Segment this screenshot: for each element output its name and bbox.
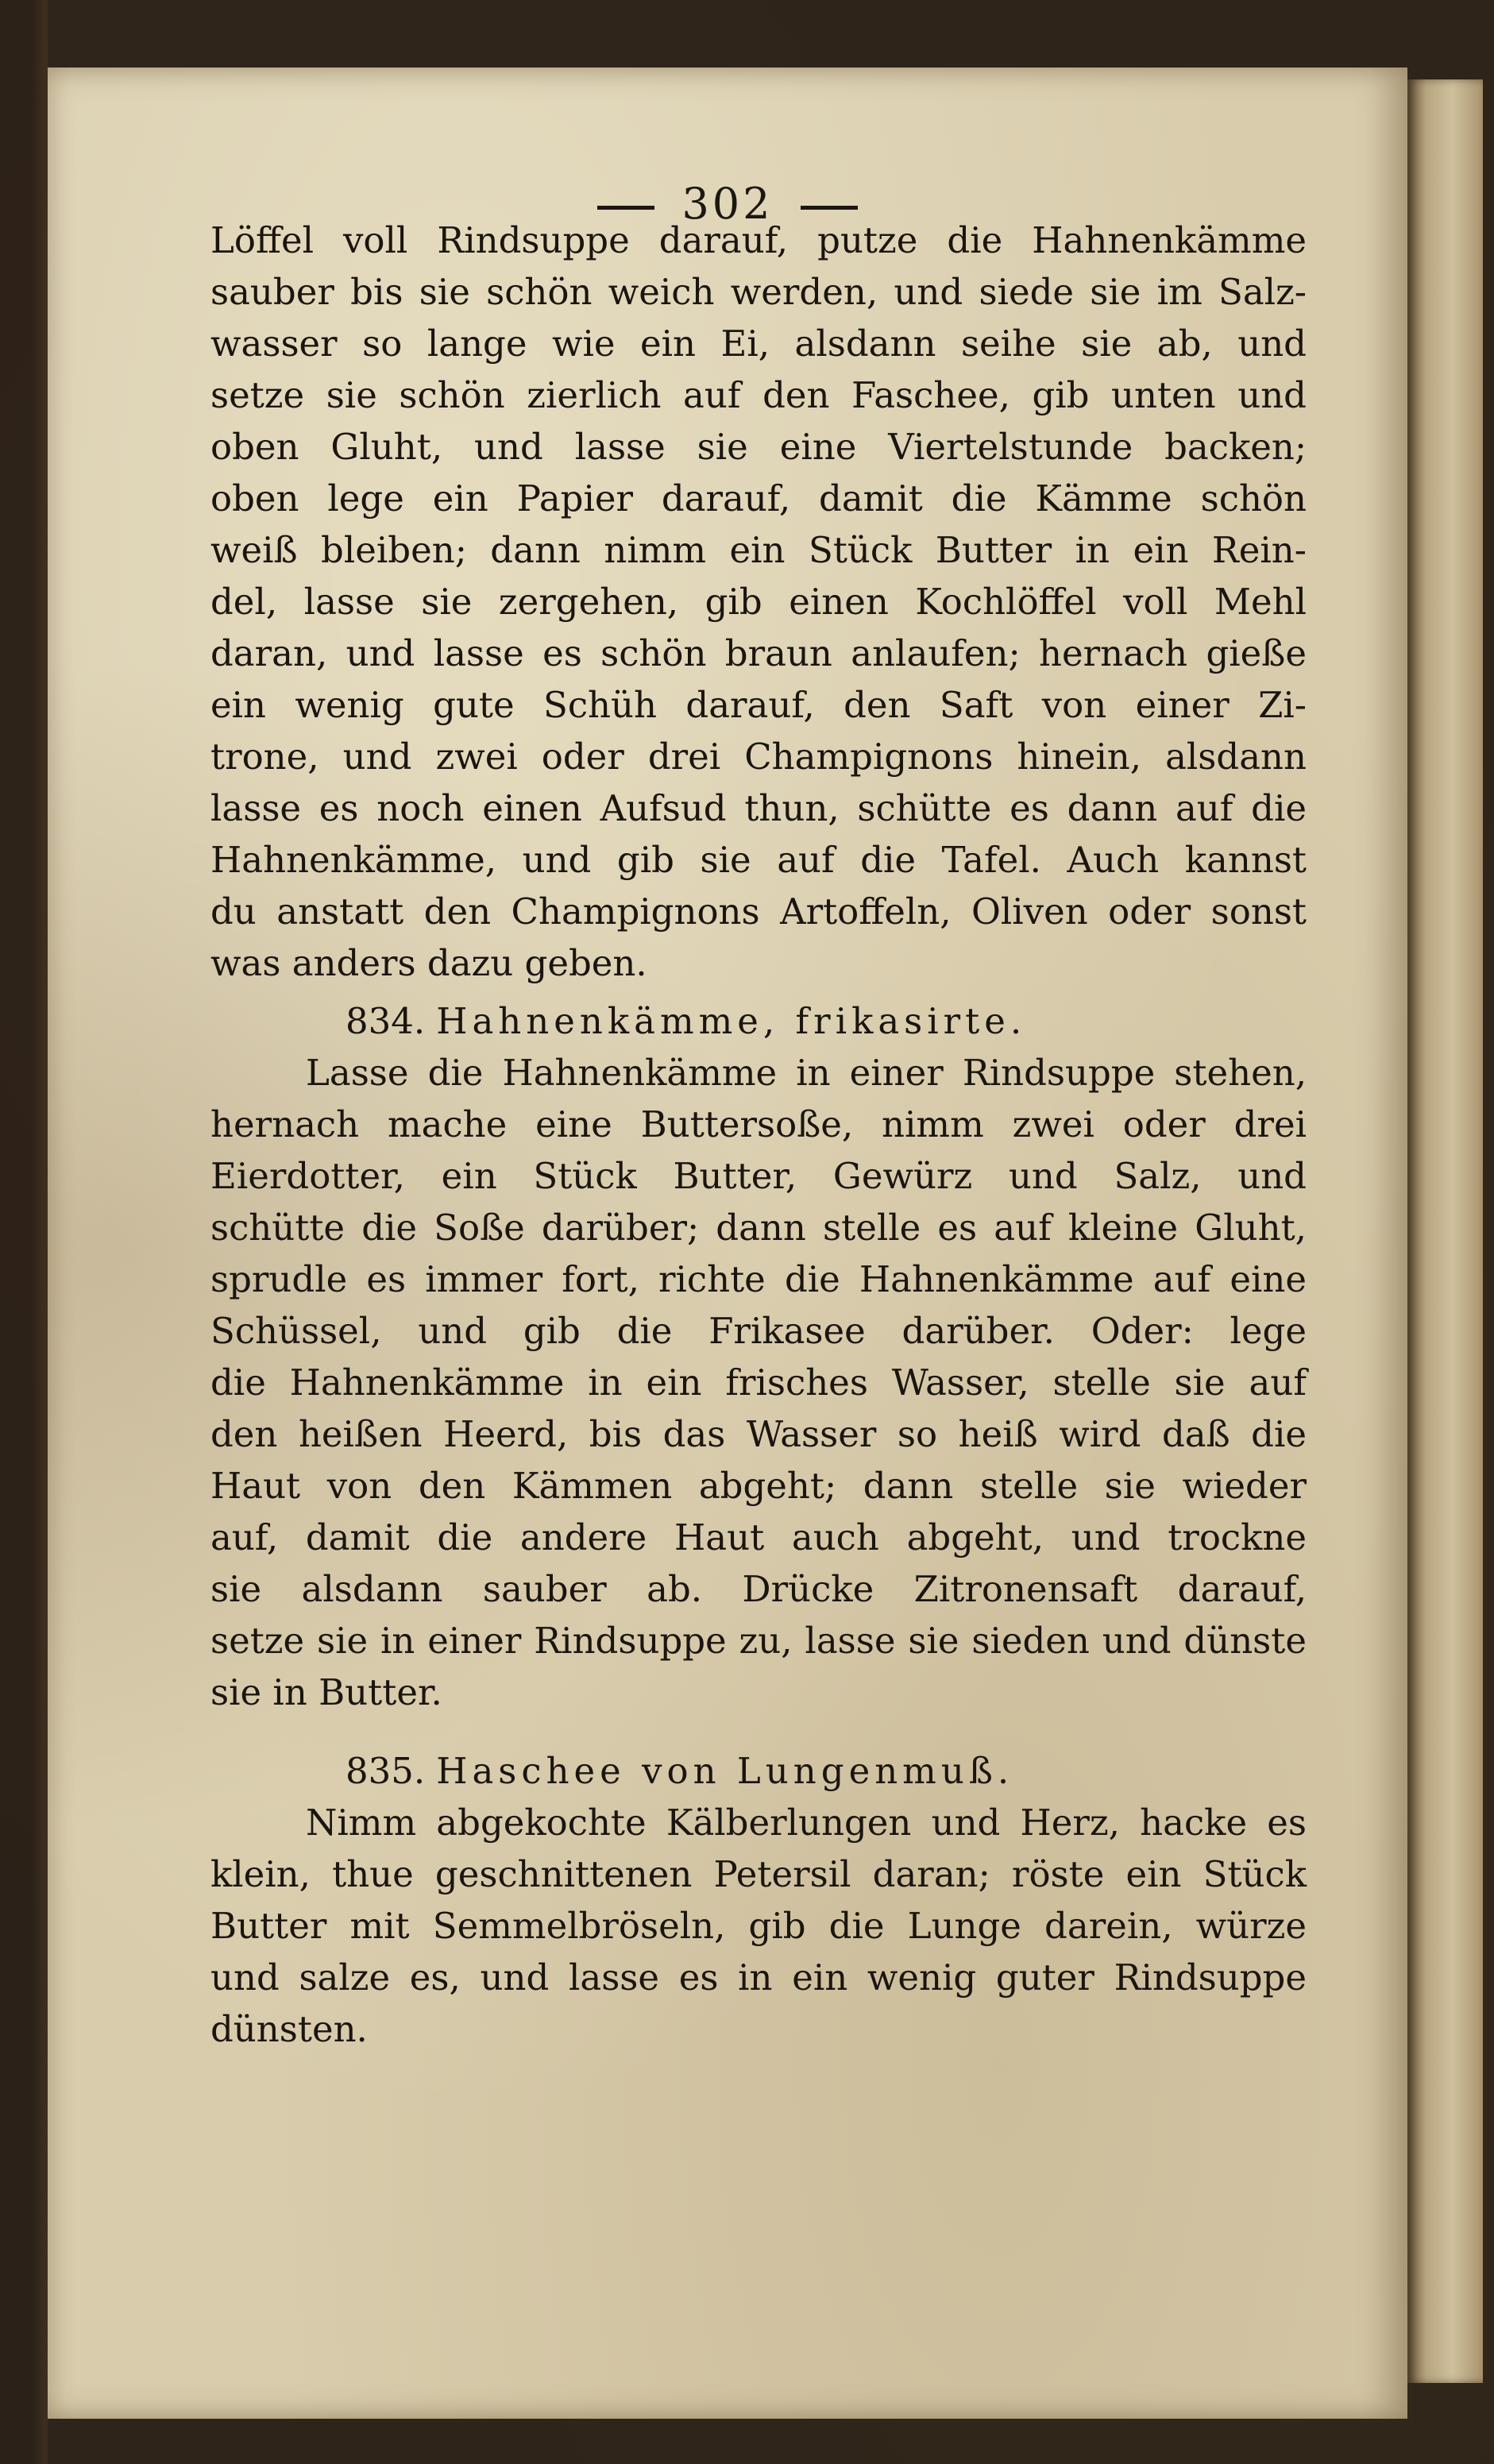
text-line: hernach mache eine Buttersoße, nimm zwei oder drei	[210, 1103, 1307, 1145]
text-line: auf, damit die andere Haut auch abgeht, und trockne	[210, 1516, 1307, 1558]
text-line: Lasse die Hahnenkämme in einer Rindsuppe stehen,	[306, 1052, 1307, 1094]
text-line: Butter mit Semmelbröseln, gib die Lunge darein, würze	[210, 1905, 1307, 1947]
page-number: 302	[681, 179, 774, 229]
recipe-heading	[210, 1745, 1307, 1797]
text-line: sie in Butter.	[210, 1671, 442, 1713]
text-line: setze sie in einer Rindsuppe zu, lasse sie sieden und dünste	[210, 1620, 1307, 1662]
recipe-number: 834.	[346, 1000, 426, 1042]
text-line: den heißen Heerd, bis das Wasser so heiß wird daß die	[210, 1413, 1307, 1455]
text-line: du anstatt den Champignons Artoffeln, Oliven oder sonst	[210, 890, 1307, 933]
book-spine	[1407, 79, 1483, 2383]
text-line: daran, und lasse es schön braun anlaufen; hernach gieße	[210, 632, 1307, 674]
text-line: Eierdotter, ein Stück Butter, Gewürz und Salz, und	[210, 1155, 1307, 1197]
recipe-title: Hahnenkämme, frikasirte.	[436, 1000, 1027, 1042]
section-gap	[210, 1718, 1307, 1739]
text-line: klein, thue geschnittenen Petersil daran; röste ein Stück	[210, 1853, 1307, 1895]
text-line: Hahnenkämme, und gib sie auf die Tafel. Auch kannst	[210, 839, 1307, 881]
text-line: die Hahnenkämme in ein frisches Wasser, stelle sie auf	[210, 1361, 1307, 1404]
text-line: sauber bis sie schön weich werden, und siede sie im Salz-	[210, 271, 1307, 313]
recipe-number: 835.	[346, 1750, 426, 1792]
text-line: setze sie schön zierlich auf den Faschee, gib unten und	[210, 374, 1307, 416]
text-line: Schüssel, und gib die Frikasee darüber. Oder: lege	[210, 1310, 1307, 1352]
text-line: wasser so lange wie ein Ei, alsdann seihe sie ab, und	[210, 322, 1307, 365]
text-line: lasse es noch einen Aufsud thun, schütte es dann auf die	[210, 787, 1307, 829]
text-line: Haut von den Kämmen abgeht; dann stelle sie wieder	[210, 1465, 1307, 1507]
text-line: sie alsdann sauber ab. Drücke Zitronensaft darauf,	[210, 1568, 1307, 1610]
header-dash-right	[801, 206, 858, 210]
text-line: sprudle es immer fort, richte die Hahnenkämme auf eine	[210, 1258, 1307, 1300]
recipe-834	[210, 995, 1307, 1718]
text-line: del, lasse sie zergehen, gib einen Kochlöffel voll Mehl	[210, 581, 1307, 623]
text-line: oben Gluht, und lasse sie eine Viertelstunde backen;	[210, 426, 1307, 468]
text-line: schütte die Soße darüber; dann stelle es auf kleine Gluht,	[210, 1207, 1307, 1249]
text-line: trone, und zwei oder drei Champignons hinein, alsdann	[210, 736, 1307, 778]
text-line: Löffel voll Rindsuppe darauf, putze die Hahnenkämme	[210, 219, 1307, 261]
recipe-heading	[210, 995, 1307, 1047]
recipe-835	[210, 1745, 1307, 2055]
recipe-title: Haschee von Lungenmuß.	[436, 1750, 1014, 1792]
text-line: ein wenig gute Schüh darauf, den Saft von einer Zi-	[210, 684, 1307, 726]
text-line: und salze es, und lasse es in ein wenig guter Rindsuppe	[210, 1956, 1307, 1999]
text-line: weiß bleiben; dann nimm ein Stück Butter in ein Rein-	[210, 529, 1307, 571]
text-line: was anders dazu geben.	[210, 942, 647, 984]
text-line: oben lege ein Papier darauf, damit die Kämme schön	[210, 477, 1307, 519]
text-line: dünsten.	[210, 2008, 368, 2050]
header-dash-left	[597, 206, 654, 210]
paragraph-continued	[210, 214, 1307, 989]
text-line: Nimm abgekochte Kälberlungen und Herz, hacke es	[306, 1802, 1307, 1844]
page-text	[210, 214, 1307, 2055]
